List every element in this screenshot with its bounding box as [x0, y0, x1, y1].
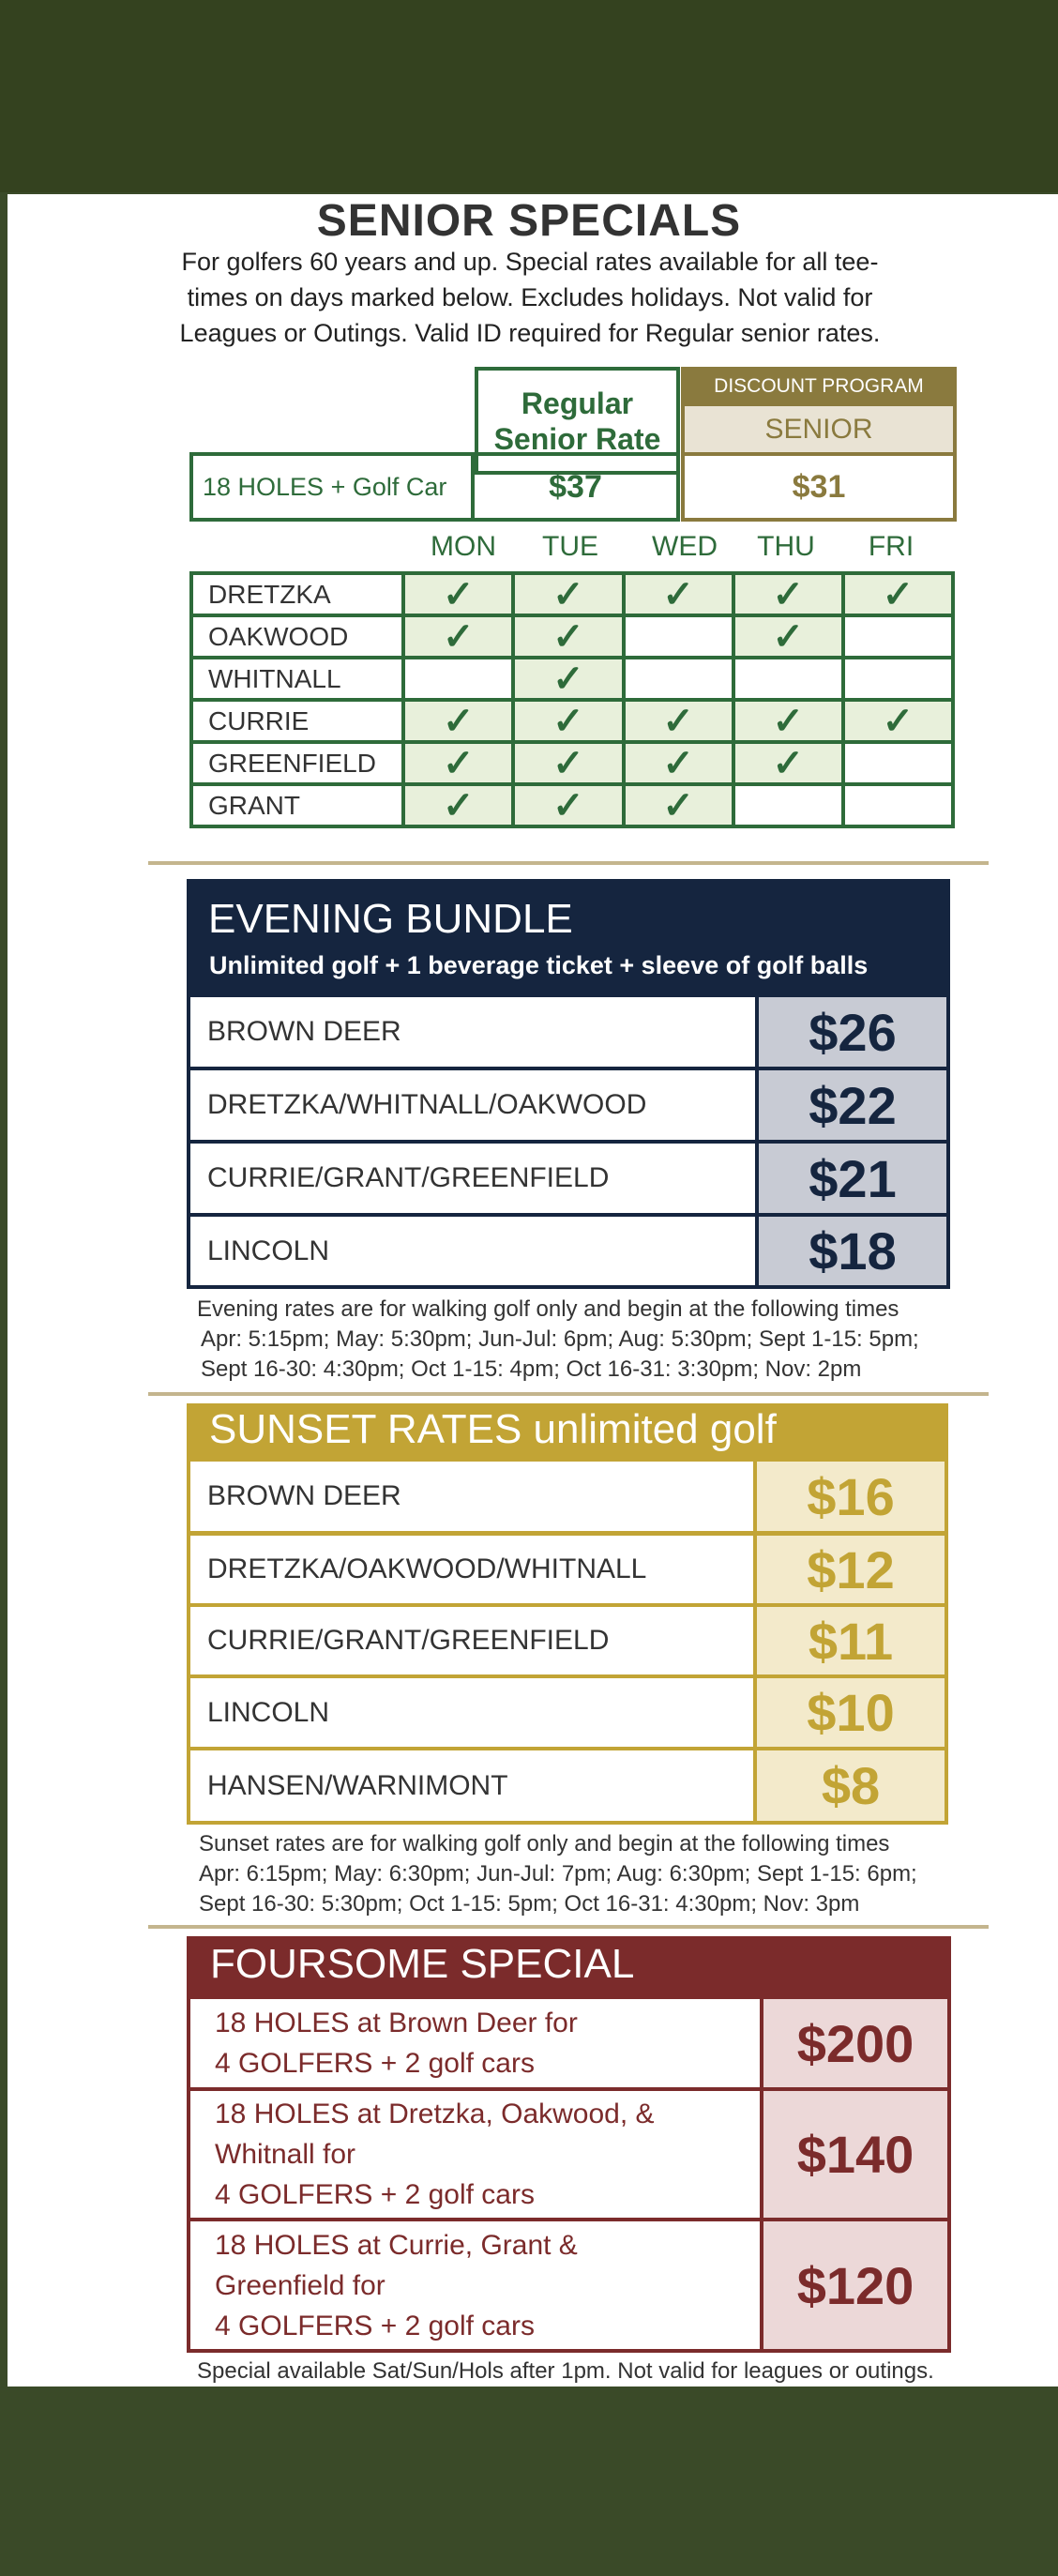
- checkmark-icon: ✓: [552, 742, 584, 784]
- checkmark-icon: ✓: [443, 573, 475, 615]
- day-cell-thu: [733, 573, 843, 615]
- day-cell-wed: [624, 700, 733, 742]
- day-cell-tue: [513, 784, 623, 826]
- checkmark-icon: ✓: [552, 700, 584, 742]
- day-cell-tue: [513, 742, 623, 784]
- foursome-rate-row: [190, 1999, 947, 2087]
- evening-bundle-title: EVENING BUNDLE: [208, 896, 573, 942]
- checkmark-icon: ✓: [662, 742, 694, 784]
- sunset-rate-row: [190, 1462, 945, 1531]
- sunset-note: [199, 1829, 917, 1919]
- rate-course-label: 18 HOLES at Brown Deer for 4 GOLFERS + 2 golf cars: [190, 1999, 760, 2087]
- senior-specials-title: SENIOR SPECIALS: [316, 196, 742, 246]
- day-cell-thu: [733, 700, 843, 742]
- rate-price: $16: [753, 1462, 945, 1531]
- day-cell-tue: [513, 700, 623, 742]
- rate-course-label: HANSEN/WARNIMONT: [190, 1750, 753, 1821]
- divider: [148, 1392, 989, 1396]
- senior-schedule-table: [189, 571, 955, 828]
- regular-price: $37: [475, 452, 680, 522]
- sunset-rate-row: [190, 1607, 945, 1674]
- foursome-rate-row: [190, 2091, 947, 2218]
- checkmark-icon: ✓: [443, 784, 475, 826]
- rate-price: $22: [755, 1070, 946, 1140]
- day-cell-mon: [403, 615, 513, 658]
- evening-note-line1: Evening rates are for walking golf only and begin at the following times: [197, 1296, 899, 1322]
- course-row: [191, 742, 953, 784]
- checkmark-icon: ✓: [443, 700, 475, 742]
- rate-price: $11: [753, 1607, 945, 1674]
- day-cell-wed: [624, 742, 733, 784]
- day-cell-wed: [624, 573, 733, 615]
- day-cell-fri: [843, 658, 953, 700]
- day-cell-thu: [733, 615, 843, 658]
- discount-senior-price: $31: [681, 452, 957, 522]
- day-cell-wed: [624, 784, 733, 826]
- foursome-rate-row: [190, 2221, 947, 2349]
- evening-rate-row: [190, 1144, 946, 1213]
- course-name: WHITNALL: [191, 658, 403, 700]
- discount-program-header: DISCOUNT PROGRAM: [681, 367, 957, 406]
- rate-course-label: LINCOLN: [190, 1217, 755, 1285]
- course-name: OAKWOOD: [191, 615, 403, 658]
- rate-course-label: CURRIE/GRANT/GREENFIELD: [190, 1144, 755, 1213]
- day-cell-mon: [403, 658, 513, 700]
- rate-course-label: LINCOLN: [190, 1678, 753, 1747]
- checkmark-icon: ✓: [552, 658, 584, 700]
- day-cell-wed: [624, 658, 733, 700]
- rate-course-label: CURRIE/GRANT/GREENFIELD: [190, 1607, 753, 1674]
- rate-price: $10: [753, 1678, 945, 1747]
- rate-price: $26: [755, 997, 946, 1067]
- day-cell-fri: [843, 742, 953, 784]
- sunset-rate-row: [190, 1678, 945, 1747]
- checkmark-icon: ✓: [662, 784, 694, 826]
- rate-course-label: 18 HOLES at Currie, Grant & Greenfield for 4 GOLFERS + 2 golf cars: [190, 2221, 760, 2349]
- checkmark-icon: ✓: [662, 700, 694, 742]
- checkmark-icon: ✓: [443, 742, 475, 784]
- day-cell-thu: [733, 658, 843, 700]
- day-cell-mon: [403, 784, 513, 826]
- rate-price: $21: [755, 1144, 946, 1213]
- day-cell-thu: [733, 784, 843, 826]
- evening-rate-row: [190, 997, 946, 1067]
- course-name: GRANT: [191, 784, 403, 826]
- bottom-background-band: [0, 2387, 1058, 2576]
- day-cell-mon: [403, 573, 513, 615]
- rate-price: $8: [753, 1750, 945, 1821]
- course-name: DRETZKA: [191, 573, 403, 615]
- sunset-note-line2: Apr: 6:15pm; May: 6:30pm; Jun-Jul: 7pm; Aug: 6:30pm; Sept 1-15: 6pm;: [199, 1861, 917, 1887]
- checkmark-icon: ✓: [552, 615, 584, 658]
- evening-note-line2: Apr: 5:15pm; May: 5:30pm; Jun-Jul: 6pm; Aug: 5:30pm; Sept 1-15: 5pm;: [201, 1326, 919, 1352]
- course-name: CURRIE: [191, 700, 403, 742]
- sunset-note-line1: Sunset rates are for walking golf only and begin at the following times: [199, 1831, 890, 1856]
- evening-note-line3: Sept 16-30: 4:30pm; Oct 1-15: 4pm; Oct 16-31: 3:30pm; Nov: 2pm: [201, 1356, 862, 1382]
- day-header-fri: FRI: [868, 531, 914, 562]
- course-row: [191, 615, 953, 658]
- day-header-mon: MON: [431, 531, 496, 562]
- evening-rate-row: [190, 1217, 946, 1285]
- rate-course-label: DRETZKA/OAKWOOD/WHITNALL: [190, 1536, 753, 1603]
- top-background-band: [0, 0, 1058, 192]
- foursome-note: Special available Sat/Sun/Hols after 1pm. Not valid for leagues or outings.: [197, 2358, 934, 2384]
- course-row: [191, 700, 953, 742]
- evening-note: [197, 1295, 919, 1385]
- checkmark-icon: ✓: [443, 615, 475, 658]
- checkmark-icon: ✓: [882, 700, 914, 742]
- day-header-thu: THU: [757, 531, 815, 562]
- sunset-note-line3: Sept 16-30: 5:30pm; Oct 1-15: 5pm; Oct 16-31: 4:30pm; Nov: 3pm: [199, 1891, 860, 1917]
- divider: [148, 1925, 989, 1929]
- sunset-rate-row: [190, 1536, 945, 1603]
- sunset-rate-row: [190, 1750, 945, 1821]
- eighteen-holes-label: 18 HOLES + Golf Car: [189, 452, 475, 522]
- checkmark-icon: ✓: [772, 573, 804, 615]
- checkmark-icon: ✓: [552, 784, 584, 826]
- rate-price: $12: [753, 1536, 945, 1603]
- rate-price: $200: [760, 1999, 947, 2087]
- checkmark-icon: ✓: [772, 615, 804, 658]
- checkmark-icon: ✓: [662, 573, 694, 615]
- day-cell-wed: [624, 615, 733, 658]
- rate-price: $18: [755, 1217, 946, 1285]
- day-cell-fri: [843, 700, 953, 742]
- discount-senior-header: SENIOR: [681, 406, 957, 453]
- senior-specials-description: For golfers 60 years and up. Special rates available for all tee-times on days marked below. Excludes holidays. Not valid for Leagues or Outings. Valid ID required for Regular senior rates.: [179, 248, 881, 347]
- checkmark-icon: ✓: [552, 573, 584, 615]
- course-row: [191, 658, 953, 700]
- foursome-special-title: FOURSOME SPECIAL: [210, 1941, 635, 1987]
- evening-bundle-subtitle: Unlimited golf + 1 beverage ticket + sleeve of golf balls: [209, 951, 869, 979]
- day-cell-thu: [733, 742, 843, 784]
- evening-rate-row: [190, 1070, 946, 1140]
- day-cell-mon: [403, 742, 513, 784]
- day-cell-fri: [843, 615, 953, 658]
- day-cell-fri: [843, 784, 953, 826]
- divider: [148, 861, 989, 865]
- checkmark-icon: ✓: [772, 742, 804, 784]
- day-header-wed: WED: [652, 531, 718, 562]
- course-name: GREENFIELD: [191, 742, 403, 784]
- course-row: [191, 573, 953, 615]
- rate-price: $120: [760, 2221, 947, 2349]
- rate-course-label: BROWN DEER: [190, 1462, 753, 1531]
- rate-course-label: 18 HOLES at Dretzka, Oakwood, & Whitnall for 4 GOLFERS + 2 golf cars: [190, 2091, 760, 2218]
- rate-course-label: BROWN DEER: [190, 997, 755, 1067]
- day-cell-tue: [513, 573, 623, 615]
- day-header-tue: TUE: [542, 531, 598, 562]
- regular-head-line1: Regular: [521, 386, 634, 420]
- checkmark-icon: ✓: [772, 700, 804, 742]
- day-cell-mon: [403, 700, 513, 742]
- day-cell-tue: [513, 615, 623, 658]
- regular-head-line2: Senior Rate: [493, 421, 661, 456]
- checkmark-icon: ✓: [882, 573, 914, 615]
- rate-price: $140: [760, 2091, 947, 2218]
- day-cell-fri: [843, 573, 953, 615]
- course-row: [191, 784, 953, 826]
- sunset-rates-title: SUNSET RATES unlimited golf: [209, 1406, 777, 1452]
- day-cell-tue: [513, 658, 623, 700]
- rate-course-label: DRETZKA/WHITNALL/OAKWOOD: [190, 1070, 755, 1140]
